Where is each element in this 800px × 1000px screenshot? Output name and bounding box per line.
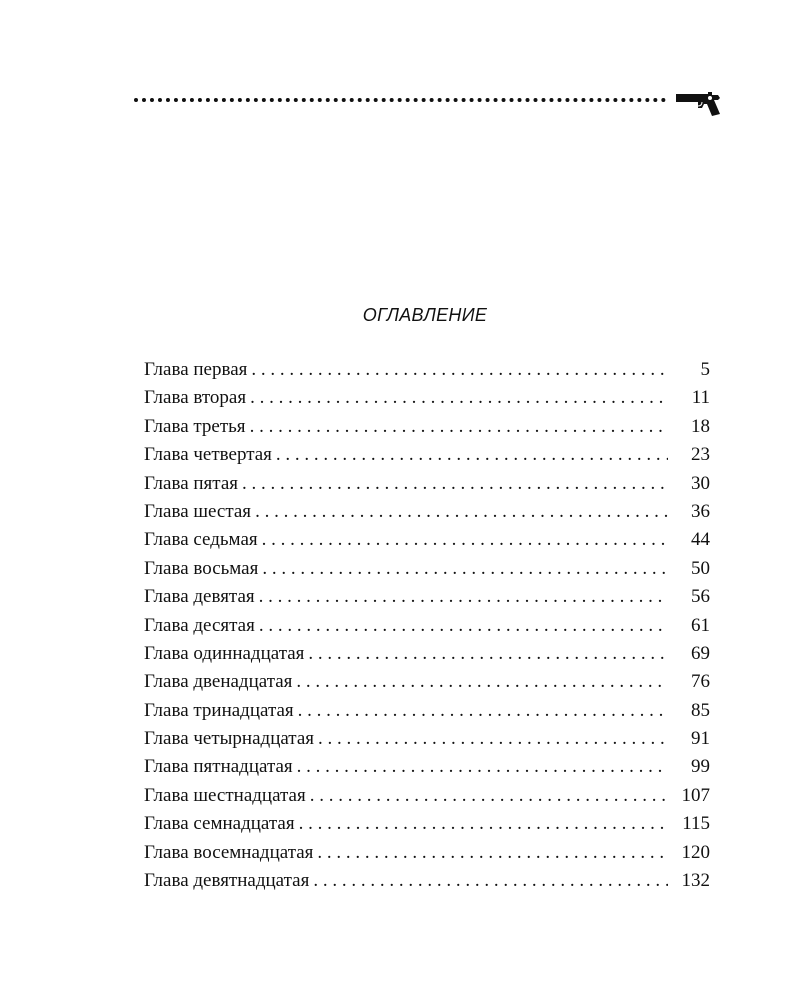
toc-entry[interactable] — [144, 384, 710, 412]
toc-dot-leader — [313, 867, 668, 895]
toc-entry[interactable] — [144, 441, 710, 469]
toc-entry[interactable] — [144, 413, 710, 441]
toc-entry-page: 30 — [691, 472, 710, 494]
toc-entry-page: 44 — [691, 529, 710, 551]
toc-entry-title: Глава третья — [144, 415, 246, 437]
toc-dot-leader — [262, 555, 668, 583]
header-dotted-rule — [134, 98, 666, 102]
toc-entry-page: 120 — [681, 841, 710, 863]
toc-entry-title: Глава четырнадцатая — [144, 728, 315, 750]
toc-entry[interactable] — [144, 668, 710, 696]
toc-entry-title: Глава первая — [144, 359, 248, 380]
toc-entry-page: 11 — [691, 387, 710, 409]
toc-dot-leader — [255, 498, 668, 526]
toc-entry-page: 61 — [691, 614, 710, 636]
toc-dot-leader — [299, 810, 668, 838]
toc-entry-title: Глава восьмая — [144, 557, 259, 579]
toc-entry[interactable] — [144, 697, 710, 725]
toc-dot-leader — [296, 668, 668, 696]
table-of-contents — [144, 356, 710, 895]
toc-entry-title: Глава вторая — [144, 387, 247, 409]
toc-dot-leader — [308, 640, 668, 668]
toc-dot-leader — [298, 697, 668, 725]
toc-entry-page: 50 — [691, 557, 710, 579]
toc-dot-leader — [317, 839, 668, 867]
toc-entry-title: Глава девятая — [144, 586, 255, 608]
toc-entry[interactable] — [144, 640, 710, 668]
toc-entry[interactable] — [144, 782, 710, 810]
toc-dot-leader — [318, 725, 668, 753]
toc-entry[interactable] — [144, 498, 710, 526]
toc-entry[interactable] — [144, 612, 710, 640]
toc-title: ОГЛАВЛЕНИЕ — [362, 305, 488, 325]
toc-entry-title: Глава пятнадцатая — [144, 756, 293, 778]
toc-entry-title: Глава четвертая — [144, 444, 272, 466]
toc-entry-page: 5 — [700, 359, 710, 380]
toc-dot-leader — [251, 356, 668, 384]
toc-entry[interactable] — [144, 555, 710, 583]
toc-entry[interactable] — [144, 753, 710, 781]
toc-entry[interactable] — [144, 810, 710, 838]
toc-dot-leader — [259, 583, 668, 611]
toc-entry-page: 56 — [691, 586, 710, 608]
toc-entry-page: 18 — [691, 415, 710, 437]
toc-entry[interactable] — [144, 583, 710, 611]
page-header — [134, 88, 724, 118]
toc-entry-title: Глава двенадцатая — [144, 671, 293, 693]
toc-dot-leader — [262, 526, 668, 554]
toc-entry-title: Глава восемнадцатая — [144, 841, 314, 863]
toc-entry-page: 76 — [691, 671, 710, 693]
toc-entry[interactable] — [144, 356, 710, 384]
toc-entry-page: 85 — [691, 699, 710, 721]
toc-entry-title: Глава седьмая — [144, 529, 258, 551]
toc-entry-page: 69 — [691, 642, 710, 664]
toc-entry[interactable] — [144, 867, 710, 895]
toc-entry[interactable] — [144, 839, 710, 867]
revolver-icon — [674, 88, 722, 118]
toc-entry-page: 115 — [682, 813, 710, 835]
toc-entry-page: 36 — [691, 500, 710, 522]
toc-entry[interactable] — [144, 725, 710, 753]
toc-dot-leader — [242, 470, 668, 498]
toc-dot-leader — [297, 753, 668, 781]
toc-entry-title: Глава одиннадцатая — [144, 642, 305, 664]
toc-entry-title: Глава десятая — [144, 614, 255, 636]
toc-entry-page: 99 — [691, 756, 710, 778]
toc-entry-title: Глава пятая — [144, 472, 238, 494]
toc-dot-leader — [259, 612, 668, 640]
toc-entry-page: 91 — [691, 728, 710, 750]
toc-entry[interactable] — [144, 526, 710, 554]
toc-entry-page: 107 — [681, 784, 710, 806]
toc-dot-leader — [276, 441, 668, 469]
toc-entry[interactable] — [144, 470, 710, 498]
toc-entry-page: 23 — [691, 444, 710, 466]
toc-entry-title: Глава тринадцатая — [144, 699, 294, 721]
toc-entry-page: 132 — [681, 870, 710, 892]
toc-dot-leader — [250, 384, 668, 412]
toc-entry-title: Глава семнадцатая — [144, 813, 295, 835]
toc-entry-title: Глава шестнадцатая — [144, 784, 306, 806]
toc-dot-leader — [250, 413, 668, 441]
toc-entry-title: Глава девятнадцатая — [144, 870, 310, 892]
toc-entry-title: Глава шестая — [144, 500, 252, 522]
toc-dot-leader — [310, 782, 668, 810]
